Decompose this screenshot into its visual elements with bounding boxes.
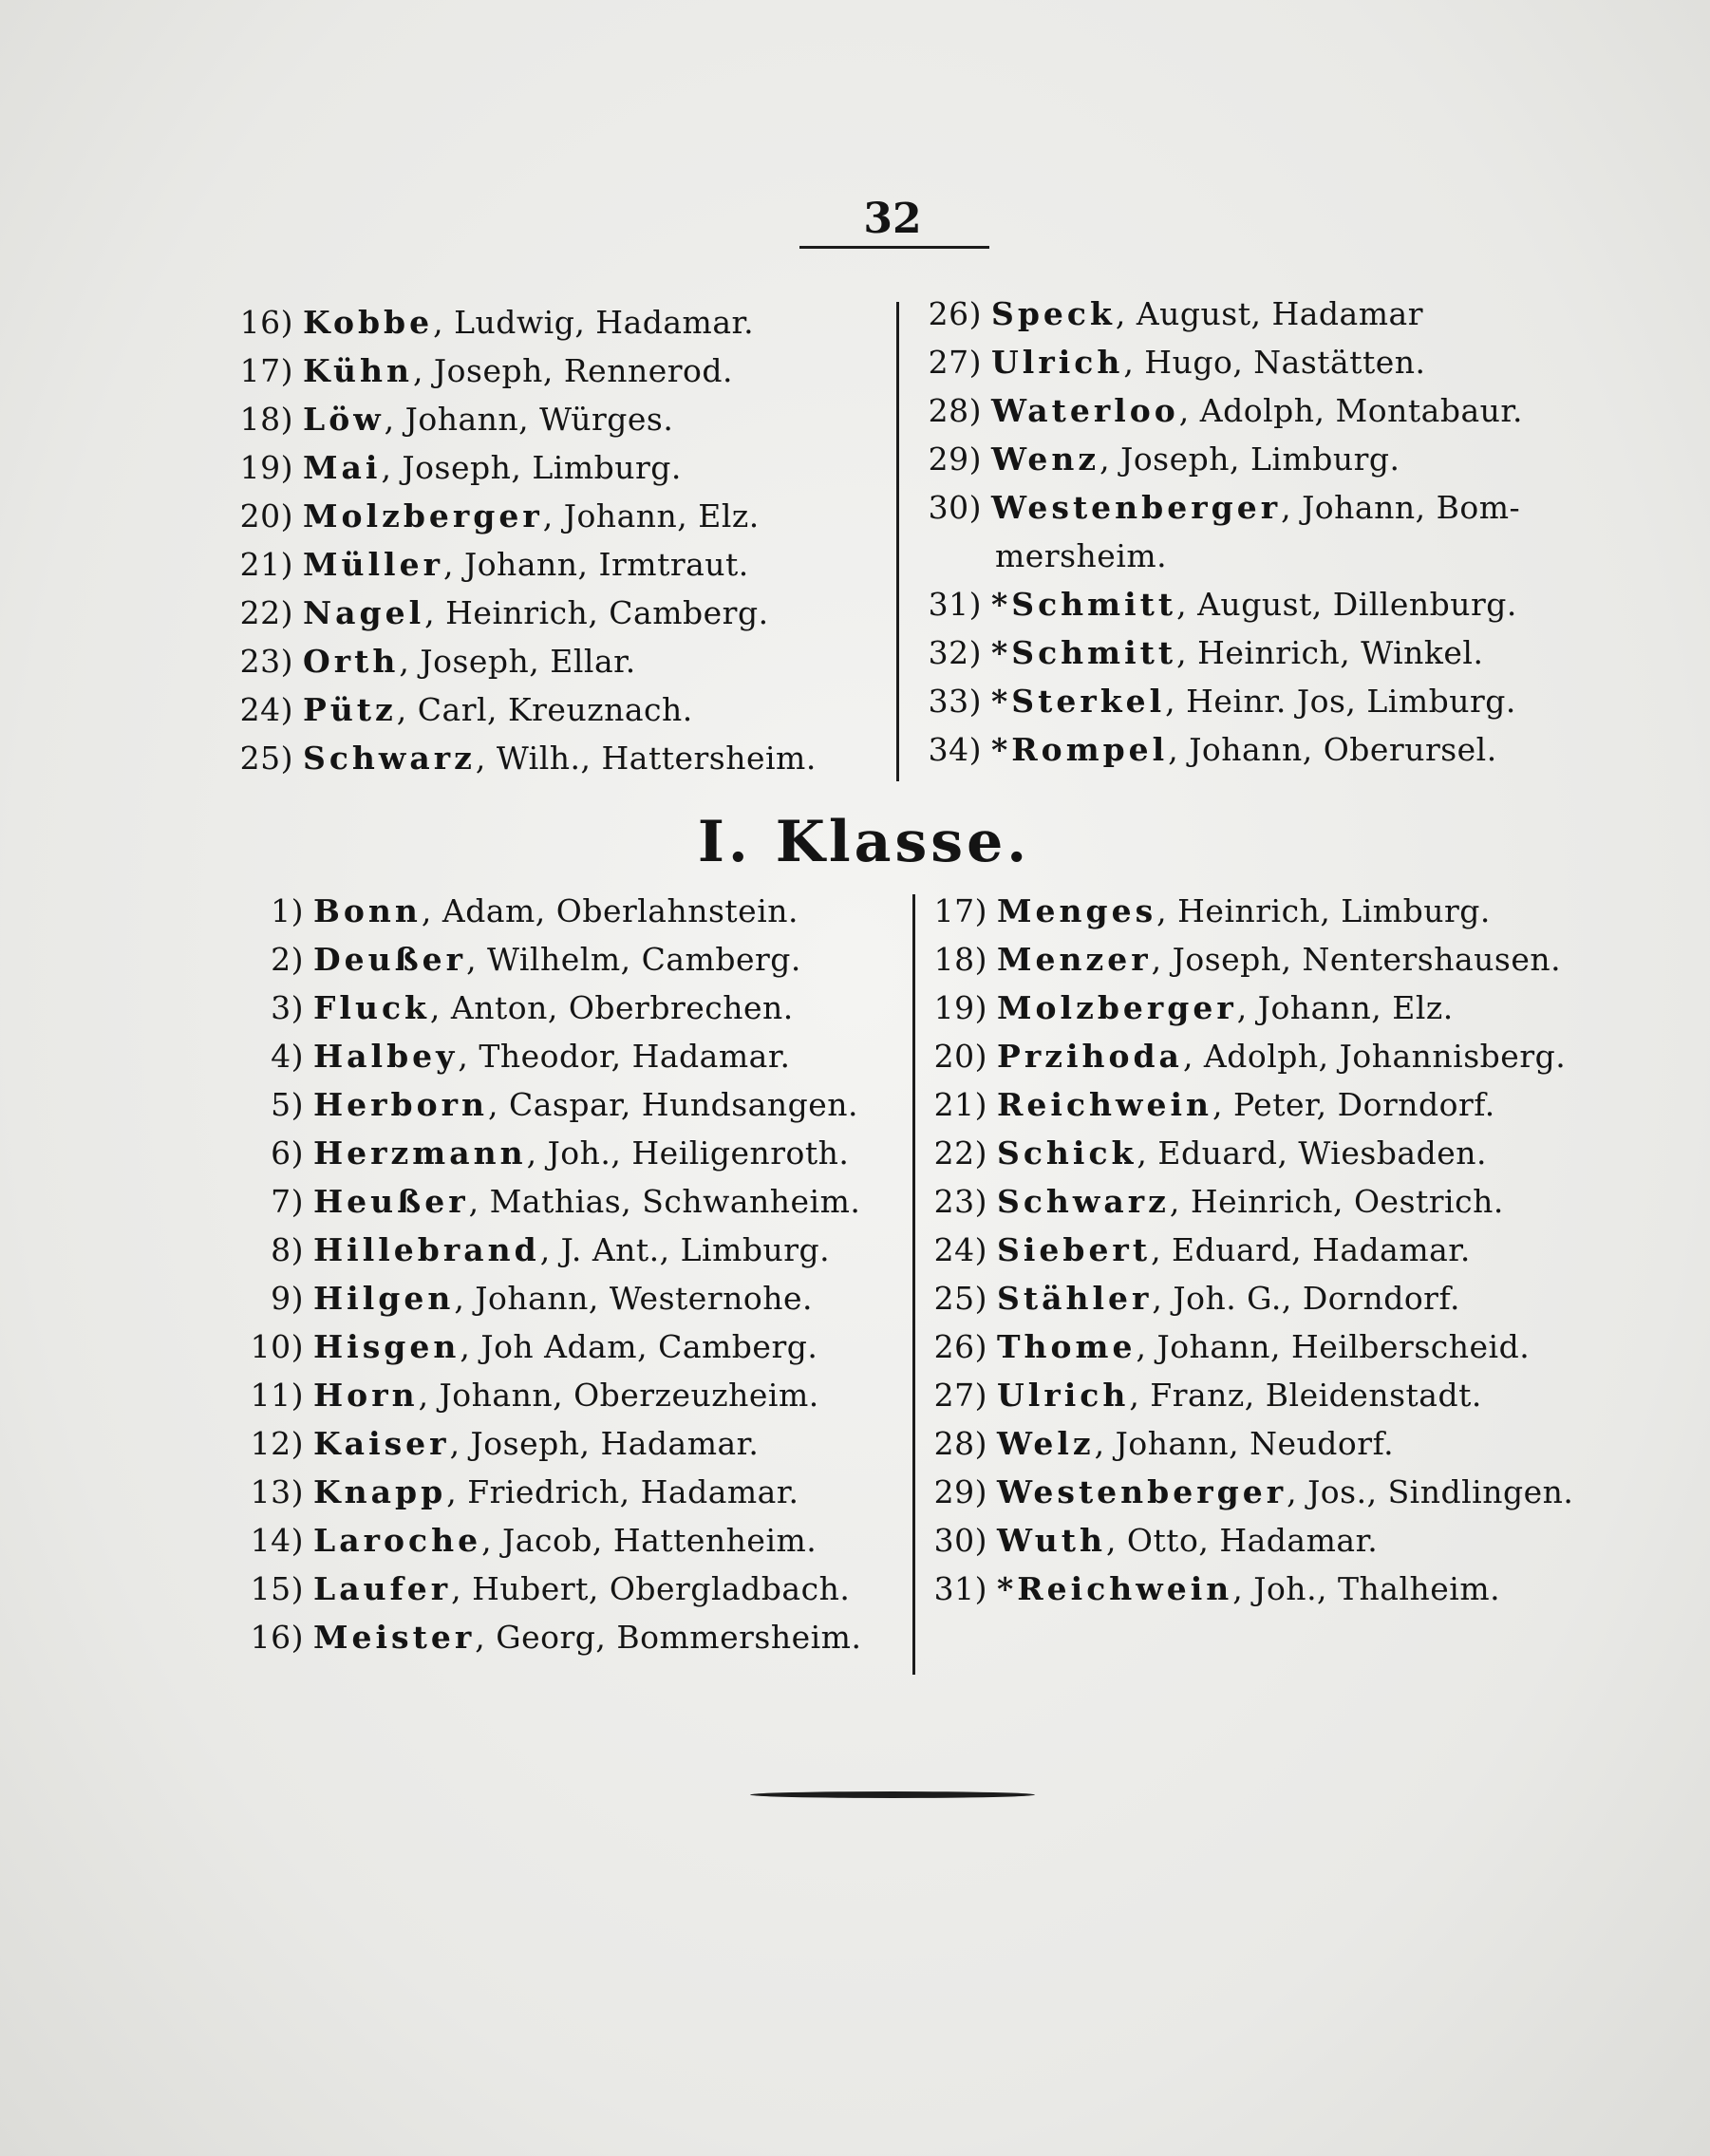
entry-number: 12) xyxy=(250,1425,304,1462)
list-item xyxy=(932,1129,1573,1177)
list-item xyxy=(249,1468,861,1516)
entry-details: , Joseph, Hadamar. xyxy=(449,1425,760,1462)
entry-details: , Johann, Würges. xyxy=(384,401,674,438)
entry-details: , Adam, Oberlahnstein. xyxy=(421,892,799,929)
entry-number: 8) xyxy=(271,1231,304,1268)
entry-surname: Menzer xyxy=(997,941,1152,978)
list-item xyxy=(932,984,1573,1032)
list-item xyxy=(932,1468,1573,1516)
entry-number: 14) xyxy=(250,1522,304,1559)
list-item xyxy=(911,386,1523,435)
entry-details: , Johann, Oberzeuzheim. xyxy=(418,1377,819,1414)
entry-number: 27) xyxy=(933,1377,987,1414)
entry-surname: Ulrich xyxy=(991,344,1124,381)
list-item xyxy=(249,1129,861,1177)
entry-number: 27) xyxy=(928,344,982,381)
entry-details: , Adolph, Montabaur. xyxy=(1178,392,1524,429)
entry-surname: Orth xyxy=(303,643,400,680)
entry-details: , Joseph, Limburg. xyxy=(1099,441,1400,478)
entry-details: , Ludwig, Hadamar. xyxy=(433,304,755,341)
entry-details: , Peter, Dorndorf. xyxy=(1212,1086,1495,1123)
header-rule xyxy=(799,246,989,249)
entry-details: , Joseph, Limburg. xyxy=(381,449,682,486)
entry-surname: Schwarz xyxy=(997,1183,1170,1220)
entry-details: , August, Dillenburg. xyxy=(1176,586,1517,623)
list-item xyxy=(932,1226,1573,1274)
list-item xyxy=(932,935,1573,984)
entry-details: , Heinrich, Limburg. xyxy=(1156,892,1491,929)
entry-number: 32) xyxy=(928,634,982,671)
list-item xyxy=(249,1274,861,1322)
entry-surname: *Sterkel xyxy=(991,683,1166,720)
entry-details: , Caspar, Hundsangen. xyxy=(488,1086,858,1123)
entry-details: , Wilh., Hattersheim. xyxy=(475,740,817,777)
list-item xyxy=(911,532,1523,580)
entry-details: , Hubert, Obergladbach. xyxy=(451,1570,851,1607)
entry-details: , Johann, Elz. xyxy=(1236,989,1454,1026)
entry-details: , Eduard, Wiesbaden. xyxy=(1137,1134,1487,1172)
entry-continuation: mersheim. xyxy=(995,537,1168,574)
list-item xyxy=(911,290,1523,338)
entry-number: 31) xyxy=(933,1570,987,1607)
entry-surname: Kaiser xyxy=(313,1425,450,1462)
entry-details: , Heinrich, Camberg. xyxy=(424,594,769,631)
entry-number: 16) xyxy=(239,304,293,341)
entry-number: 1) xyxy=(271,892,304,929)
entry-details: , Joseph, Rennerod. xyxy=(412,352,734,389)
entry-details: , Joseph, Ellar. xyxy=(399,643,636,680)
entry-surname: Deußer xyxy=(313,941,467,978)
entry-details: , Johann, Oberursel. xyxy=(1168,731,1497,768)
entry-number: 17) xyxy=(933,892,987,929)
list-item xyxy=(249,1613,861,1661)
entry-number: 25) xyxy=(933,1280,987,1317)
entry-number: 19) xyxy=(933,989,987,1026)
entry-number: 20) xyxy=(239,497,293,534)
list-item xyxy=(932,1274,1573,1322)
entry-surname: Wenz xyxy=(991,441,1100,478)
top-column-divider xyxy=(896,302,899,781)
entry-number: 29) xyxy=(928,441,982,478)
entry-details: , Eduard, Hadamar. xyxy=(1151,1231,1471,1268)
entry-surname: Schick xyxy=(997,1134,1137,1172)
entry-surname: Knapp xyxy=(313,1473,447,1510)
entry-surname: Westenberger xyxy=(991,489,1282,526)
list-item xyxy=(911,435,1523,483)
top-left-column xyxy=(223,298,817,782)
entry-details: , Johann, Elz. xyxy=(542,497,760,534)
entry-number: 21) xyxy=(933,1086,987,1123)
entry-surname: *Schmitt xyxy=(991,634,1177,671)
entry-details: , Franz, Bleidenstadt. xyxy=(1129,1377,1482,1414)
entry-number: 13) xyxy=(250,1473,304,1510)
list-item xyxy=(932,1177,1573,1226)
entry-number: 21) xyxy=(239,546,293,583)
page-number: 32 xyxy=(863,195,922,243)
entry-surname: Laufer xyxy=(313,1570,452,1607)
entry-surname: Menges xyxy=(997,892,1157,929)
bottom-left-column xyxy=(249,887,861,1661)
entry-details: , Johann, Westernohe. xyxy=(454,1280,813,1317)
entry-number: 33) xyxy=(928,683,982,720)
list-item xyxy=(249,1565,861,1613)
entry-surname: Wuth xyxy=(997,1522,1106,1559)
list-item xyxy=(223,540,817,589)
list-item xyxy=(223,589,817,637)
list-item xyxy=(932,1322,1573,1371)
entry-number: 28) xyxy=(928,392,982,429)
entry-surname: Bonn xyxy=(313,892,422,929)
entry-number: 19) xyxy=(239,449,293,486)
list-item xyxy=(932,1371,1573,1419)
entry-details: , Jacob, Hattenheim. xyxy=(481,1522,817,1559)
entry-surname: Siebert xyxy=(997,1231,1152,1268)
entry-number: 30) xyxy=(928,489,982,526)
list-item xyxy=(249,1371,861,1419)
list-item xyxy=(932,1516,1573,1565)
list-item xyxy=(911,725,1523,774)
entry-number: 26) xyxy=(928,295,982,332)
entry-number: 25) xyxy=(239,740,293,777)
entry-details: , Heinr. Jos, Limburg. xyxy=(1165,683,1516,720)
entry-surname: Westenberger xyxy=(997,1473,1287,1510)
entry-details: , Adolph, Johannisberg. xyxy=(1182,1038,1567,1075)
entry-number: 30) xyxy=(933,1522,987,1559)
list-item xyxy=(249,1419,861,1468)
entry-surname: Hisgen xyxy=(313,1328,460,1365)
list-item xyxy=(223,347,817,395)
entry-surname: Löw xyxy=(303,401,385,438)
entry-number: 17) xyxy=(239,352,293,389)
list-item xyxy=(932,1565,1573,1613)
list-item xyxy=(932,1080,1573,1129)
entry-surname: Laroche xyxy=(313,1522,482,1559)
entry-details: , Friedrich, Hadamar. xyxy=(446,1473,799,1510)
entry-number: 6) xyxy=(271,1134,304,1172)
entry-surname: Schwarz xyxy=(303,740,476,777)
entry-surname: Kühn xyxy=(303,352,413,389)
entry-number: 24) xyxy=(933,1231,987,1268)
list-item xyxy=(249,984,861,1032)
entry-details: , Joh., Heiligenroth. xyxy=(526,1134,850,1172)
entry-details: , Heinrich, Oestrich. xyxy=(1169,1183,1504,1220)
entry-number: 4) xyxy=(271,1038,304,1075)
top-right-column xyxy=(911,290,1523,774)
entry-details: , Wilhelm, Camberg. xyxy=(466,941,801,978)
entry-number: 29) xyxy=(933,1473,987,1510)
list-item xyxy=(223,395,817,443)
entry-details: , Carl, Kreuznach. xyxy=(396,691,693,728)
entry-surname: Horn xyxy=(313,1377,419,1414)
entry-number: 22) xyxy=(239,594,293,631)
entry-surname: Herzmann xyxy=(313,1134,527,1172)
entry-surname: Welz xyxy=(997,1425,1095,1462)
list-item xyxy=(932,887,1573,935)
entry-details: , Otto, Hadamar. xyxy=(1105,1522,1379,1559)
entry-surname: Hillebrand xyxy=(313,1231,540,1268)
entry-number: 34) xyxy=(928,731,982,768)
list-item xyxy=(911,483,1523,532)
entry-surname: Müller xyxy=(303,546,443,583)
list-item xyxy=(223,734,817,782)
list-item xyxy=(249,1032,861,1080)
entry-details: , Heinrich, Winkel. xyxy=(1176,634,1484,671)
entry-surname: Molzberger xyxy=(997,989,1237,1026)
entry-surname: Przihoda xyxy=(997,1038,1183,1075)
entry-details: , Johann, Heilberscheid. xyxy=(1136,1328,1531,1365)
section-heading: I. Klasse. xyxy=(697,809,1031,875)
entry-surname: Ulrich xyxy=(997,1377,1130,1414)
list-item xyxy=(249,1177,861,1226)
entry-details: , Anton, Oberbrechen. xyxy=(429,989,794,1026)
list-item xyxy=(249,935,861,984)
list-item xyxy=(911,628,1523,677)
list-item xyxy=(223,298,817,347)
entry-number: 20) xyxy=(933,1038,987,1075)
entry-surname: Herborn xyxy=(313,1086,489,1123)
entry-number: 18) xyxy=(933,941,987,978)
entry-surname: Meister xyxy=(313,1619,476,1656)
entry-details: , Hugo, Nastätten. xyxy=(1123,344,1426,381)
entry-number: 26) xyxy=(933,1328,987,1365)
entry-number: 9) xyxy=(271,1280,304,1317)
entry-surname: *Reichwein xyxy=(997,1570,1233,1607)
entry-details: , Jos., Sindlingen. xyxy=(1287,1473,1574,1510)
entry-details: , Johann, Bom- xyxy=(1281,489,1521,526)
list-item xyxy=(223,443,817,492)
entry-details: , Joseph, Nentershausen. xyxy=(1151,941,1562,978)
entry-surname: Fluck xyxy=(313,989,430,1026)
entry-details: , Theodor, Hadamar. xyxy=(458,1038,791,1075)
list-item xyxy=(249,887,861,935)
entry-details: , August, Hadamar xyxy=(1115,295,1423,332)
list-item xyxy=(249,1322,861,1371)
entry-number: 5) xyxy=(271,1086,304,1123)
entry-number: 23) xyxy=(239,643,293,680)
closing-rule xyxy=(750,1791,1035,1798)
entry-surname: Nagel xyxy=(303,594,425,631)
entry-details: , Georg, Bommersheim. xyxy=(475,1619,862,1656)
entry-surname: Molzberger xyxy=(303,497,543,534)
entry-surname: Mai xyxy=(303,449,382,486)
entry-surname: Pütz xyxy=(303,691,397,728)
entry-number: 23) xyxy=(933,1183,987,1220)
entry-surname: Kobbe xyxy=(303,304,434,341)
list-item xyxy=(932,1419,1573,1468)
entry-number: 18) xyxy=(239,401,293,438)
list-item xyxy=(223,637,817,685)
entry-surname: Stähler xyxy=(997,1280,1153,1317)
entry-surname: Hilgen xyxy=(313,1280,455,1317)
entry-details: , Johann, Neudorf. xyxy=(1094,1425,1395,1462)
list-item xyxy=(223,685,817,734)
entry-surname: Speck xyxy=(991,295,1116,332)
entry-surname: Waterloo xyxy=(991,392,1179,429)
entry-surname: Thome xyxy=(997,1328,1137,1365)
entry-details: , J. Ant., Limburg. xyxy=(539,1231,831,1268)
entry-surname: *Schmitt xyxy=(991,586,1177,623)
entry-number: 31) xyxy=(928,586,982,623)
entry-details: , Mathias, Schwanheim. xyxy=(468,1183,861,1220)
bottom-right-column xyxy=(932,887,1573,1613)
list-item xyxy=(911,580,1523,628)
list-item xyxy=(911,338,1523,386)
entry-details: , Johann, Irmtraut. xyxy=(442,546,749,583)
list-item xyxy=(249,1226,861,1274)
list-item xyxy=(223,492,817,540)
entry-surname: Reichwein xyxy=(997,1086,1212,1123)
entry-details: , Joh. G., Dorndorf. xyxy=(1152,1280,1460,1317)
list-item xyxy=(932,1032,1573,1080)
entry-number: 2) xyxy=(271,941,304,978)
entry-number: 28) xyxy=(933,1425,987,1462)
entry-number: 7) xyxy=(271,1183,304,1220)
entry-surname: *Rompel xyxy=(991,731,1169,768)
list-item xyxy=(911,677,1523,725)
entry-details: , Joh., Thalheim. xyxy=(1232,1570,1501,1607)
entry-surname: Heußer xyxy=(313,1183,469,1220)
entry-number: 24) xyxy=(239,691,293,728)
entry-number: 16) xyxy=(250,1619,304,1656)
list-item xyxy=(249,1080,861,1129)
bottom-column-divider xyxy=(912,894,915,1675)
entry-surname: Halbey xyxy=(313,1038,459,1075)
entry-number: 15) xyxy=(250,1570,304,1607)
entry-number: 10) xyxy=(250,1328,304,1365)
entry-details: , Joh Adam, Camberg. xyxy=(460,1328,818,1365)
entry-number: 22) xyxy=(933,1134,987,1172)
list-item xyxy=(249,1516,861,1565)
entry-number: 11) xyxy=(250,1377,304,1414)
entry-number: 3) xyxy=(271,989,304,1026)
